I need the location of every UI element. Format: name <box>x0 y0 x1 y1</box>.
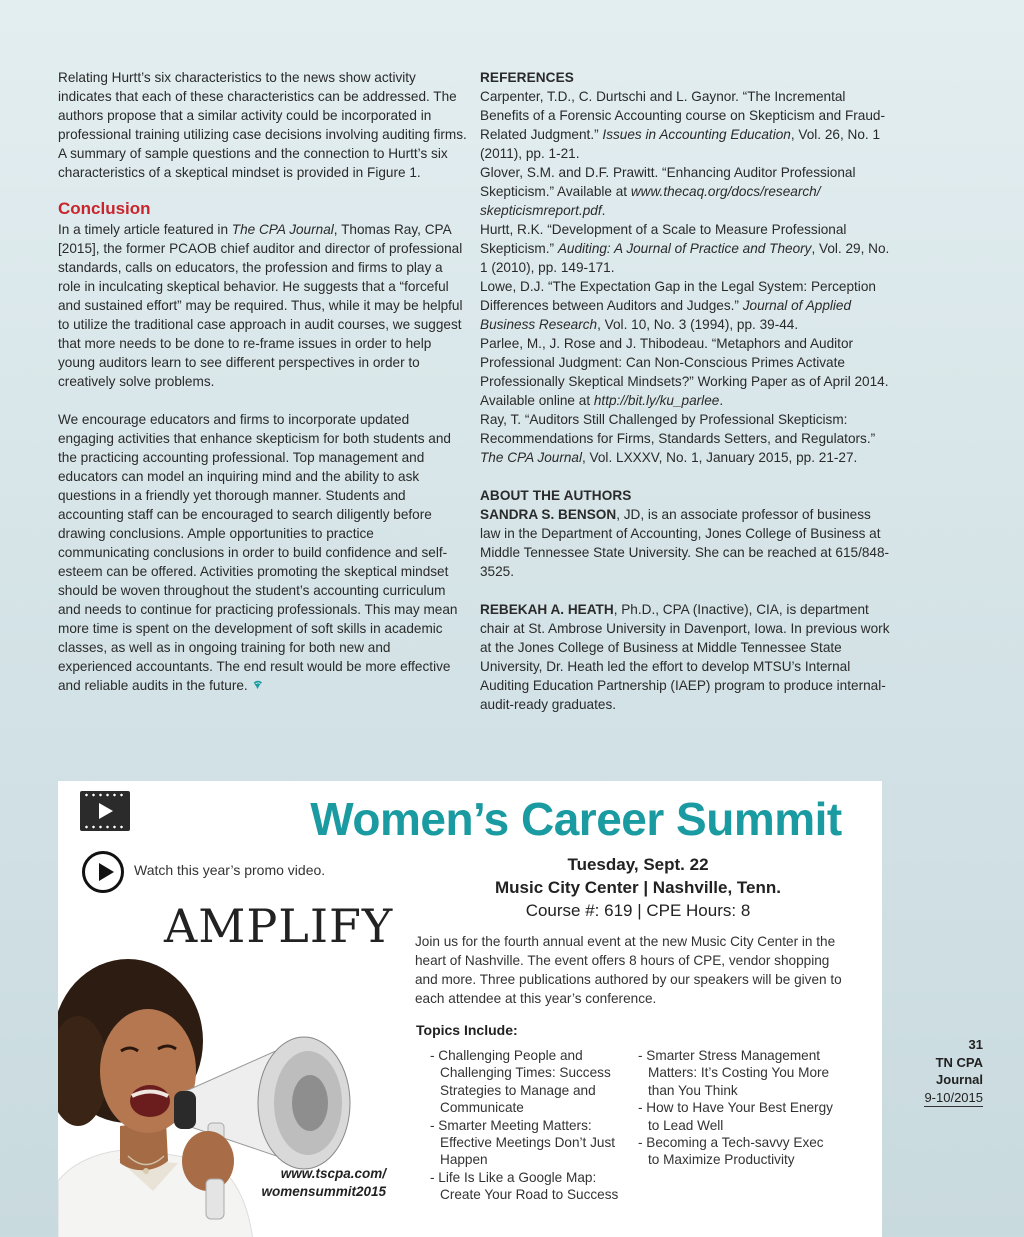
topic-item: - Smarter Stress Management Matters: It’s Costing You More than You Think <box>638 1048 830 1098</box>
text-span: We encourage educators and firms to incorporate updated engaging activities that enhance skepticism for both students and the practicing accounting professional. Top management and educators can model an inquiring mind and the ability to ask questions in a friendly yet thorough manner. Students and accounting staff can be encouraged to search diligently before drawing conclusions. Ample opportunities to practice communicating conclusions in order to build confidence and self-esteem can be offered. Activities promoting the skeptical mindset should be woven throughout the student’s accounting curriculum and needs to continue for practicing professionals. This may mean more time is spent on the development of soft skills in academic classes, as well as in ongoing training for both new and experienced accountants. The end result would be more effective and reliable audits in the future. <box>58 412 458 693</box>
ad-title: Women’s Career Summit <box>310 793 842 845</box>
film-holes <box>83 793 127 797</box>
reference-source: Issues in Accounting Education <box>602 127 791 142</box>
reference-source: The CPA Journal <box>480 450 582 465</box>
reference-item <box>480 163 890 220</box>
reference-item <box>480 277 890 334</box>
topic-item: - Smarter Meeting Matters: Effective Meetings Don’t Just Happen <box>430 1117 616 1168</box>
author-name: SANDRA S. BENSON <box>480 507 617 522</box>
publication-name: TN CPA <box>935 1054 983 1070</box>
reference-link[interactable]: www.thecaq.org/docs/research/ skepticismreport.pdf <box>480 184 821 218</box>
text-span: Parlee, M., J. Rose and J. Thibodeau. “Metaphors and Auditor Professional Judgment: Can Non-Conscious Primes Activate Professionally Skeptical Mindsets?” Working Paper as of April 2014. Available online at <box>480 336 889 408</box>
spacer <box>58 391 468 410</box>
topics-list-right <box>638 1047 838 1169</box>
text-span: . <box>719 393 724 408</box>
spacer <box>480 581 890 600</box>
amplify-logo: AMPLIFY <box>164 899 394 953</box>
text-span: , Ph.D., CPA (Inactive), CIA, is department chair at St. Ambrose University in Davenport, Iowa. In previous work at the Jones College of Business at Middle Tennessee State University, Dr. Heath led the effort to develop MTSU’s Internal Auditing Education Partnership (IAEP) program to produce internal-audit-ready graduates. <box>480 602 890 712</box>
topics-list-left <box>430 1047 630 1204</box>
text-span: Carpenter, T.D., C. Durtschi and L. Gaynor. “The Incremental Benefits of a Forensic Accounting course on Skepticism and Fraud-Related Judgment.” <box>480 89 885 142</box>
conclusion-heading: Conclusion <box>58 199 151 218</box>
event-date-venue <box>476 853 800 899</box>
page-folio <box>900 1036 983 1107</box>
text-span: Lowe, D.J. “The Expectation Gap in the Legal System: Perception Differences between Auditors and Judges.” <box>480 279 876 313</box>
author-bio <box>480 505 890 581</box>
text-span: , Vol. LXXXV, No. 1, January 2015, pp. 21-27. <box>582 450 858 465</box>
text-span: Glover, S.M. and D.F. Prawitt. “Enhancing Auditor Professional Skepticism.” Available at <box>480 165 856 199</box>
topic-item: - Life Is Like a Google Map: Create Your Road to Success <box>430 1169 619 1203</box>
text-span: Ray, T. “Auditors Still Challenged by Professional Skepticism: Recommendations for Firms, Standards Setters, and Regulators.” <box>480 412 876 446</box>
promo-video-link[interactable]: Watch this year’s promo video. <box>134 862 326 878</box>
event-description: Join us for the fourth annual event at the new Music City Center in the heart of Nashville. The event offers 8 hours of CPE, vendor shopping and more. Three publications authored by our speakers will be given to each attendee at this year’s conference. <box>415 934 842 1006</box>
end-mark-icon <box>252 680 263 691</box>
play-triangle <box>99 863 114 881</box>
course-info: Course #: 619 | CPE Hours: 8 <box>525 901 751 920</box>
text-span: , Vol. 29, No. 1 (2010), pp. 149-171. <box>480 241 890 275</box>
play-triangle <box>99 803 113 819</box>
left-column <box>58 68 468 695</box>
conclusion-paragraph-2 <box>58 410 468 695</box>
text-span: In a timely article featured in <box>58 222 232 237</box>
reference-item <box>480 410 890 467</box>
issue-date: 9-10/2015 <box>924 1089 983 1108</box>
topic-item: - Becoming a Tech-savvy Exec to Maximize Productivity <box>638 1135 824 1168</box>
topics-heading: Topics Include: <box>416 1022 518 1038</box>
reference-item <box>480 220 890 277</box>
page-number: 31 <box>968 1037 983 1052</box>
event-url[interactable] <box>254 1165 386 1201</box>
url-line: www.tscpa.com/ <box>280 1166 386 1181</box>
spacer <box>480 467 890 486</box>
event-date: Tuesday, Sept. 22 <box>567 855 709 874</box>
text-span: , JD, is an associate professor of business law in the Department of Accounting, Jones College of Business at Middle Tennessee State University. She can be reached at 615/848-3525. <box>480 507 890 579</box>
text-span: Hurtt, R.K. “Development of a Scale to Measure Professional Skepticism.” <box>480 222 847 256</box>
reference-source: Auditing: A Journal of Practice and Theory <box>557 241 812 256</box>
authors-heading: ABOUT THE AUTHORS <box>480 488 632 503</box>
reference-link[interactable]: http://bit.ly/ku_parlee <box>593 393 720 408</box>
video-film-icon[interactable] <box>80 791 130 831</box>
right-column <box>480 68 890 714</box>
journal-title: The CPA Journal <box>231 222 334 237</box>
text-span: . <box>601 203 606 218</box>
event-venue: Music City Center | Nashville, Tenn. <box>495 878 781 897</box>
conclusion-paragraph-1 <box>58 220 468 391</box>
topic-item: - Challenging People and Challenging Times: Success Strategies to Manage and Communicate <box>430 1048 611 1116</box>
intro-paragraph: Relating Hurtt’s six characteristics to the news show activity indicates that each of these characteristics can be addressed. The authors propose that a similar activity could be incorporated in professional training utilizing case decisions involving auditing firms. A summary of sample questions and the connection to Hurtt’s six characteristics of a skeptical mindset is provided in Figure 1. <box>58 70 467 180</box>
author-name: REBEKAH A. HEATH <box>480 602 614 617</box>
publication-name-line2: Journal <box>936 1072 983 1087</box>
references-heading: REFERENCES <box>480 70 574 85</box>
film-holes <box>83 825 127 829</box>
reference-source: Journal of Applied Business Research <box>480 298 852 332</box>
url-line: womensummit2015 <box>261 1184 386 1199</box>
summit-advertisement <box>58 781 882 1237</box>
text-span: , Vol. 26, No. 1 (2011), pp. 1-21. <box>480 127 881 161</box>
author-bio <box>480 600 890 714</box>
reference-item <box>480 334 890 410</box>
reference-item <box>480 87 890 163</box>
topic-item: - How to Have Your Best Energy to Lead Well <box>638 1100 833 1133</box>
text-span: , Vol. 10, No. 3 (1994), pp. 39-44. <box>597 317 799 332</box>
text-span: , Thomas Ray, CPA [2015], the former PCAOB chief auditor and director of professional standards, calls on educators, the profession and firms to play a role in inculcating skeptical behavior. He suggests that a “forceful and sustained effort” may be required. Thus, while it may be helpful to utilize the traditional case approach in audit courses, we suggest that more needs to be done to re-frame issues in order to help young auditors learn to see different perspectives in order to creatively solve problems. <box>58 222 463 389</box>
play-icon[interactable] <box>82 851 124 893</box>
